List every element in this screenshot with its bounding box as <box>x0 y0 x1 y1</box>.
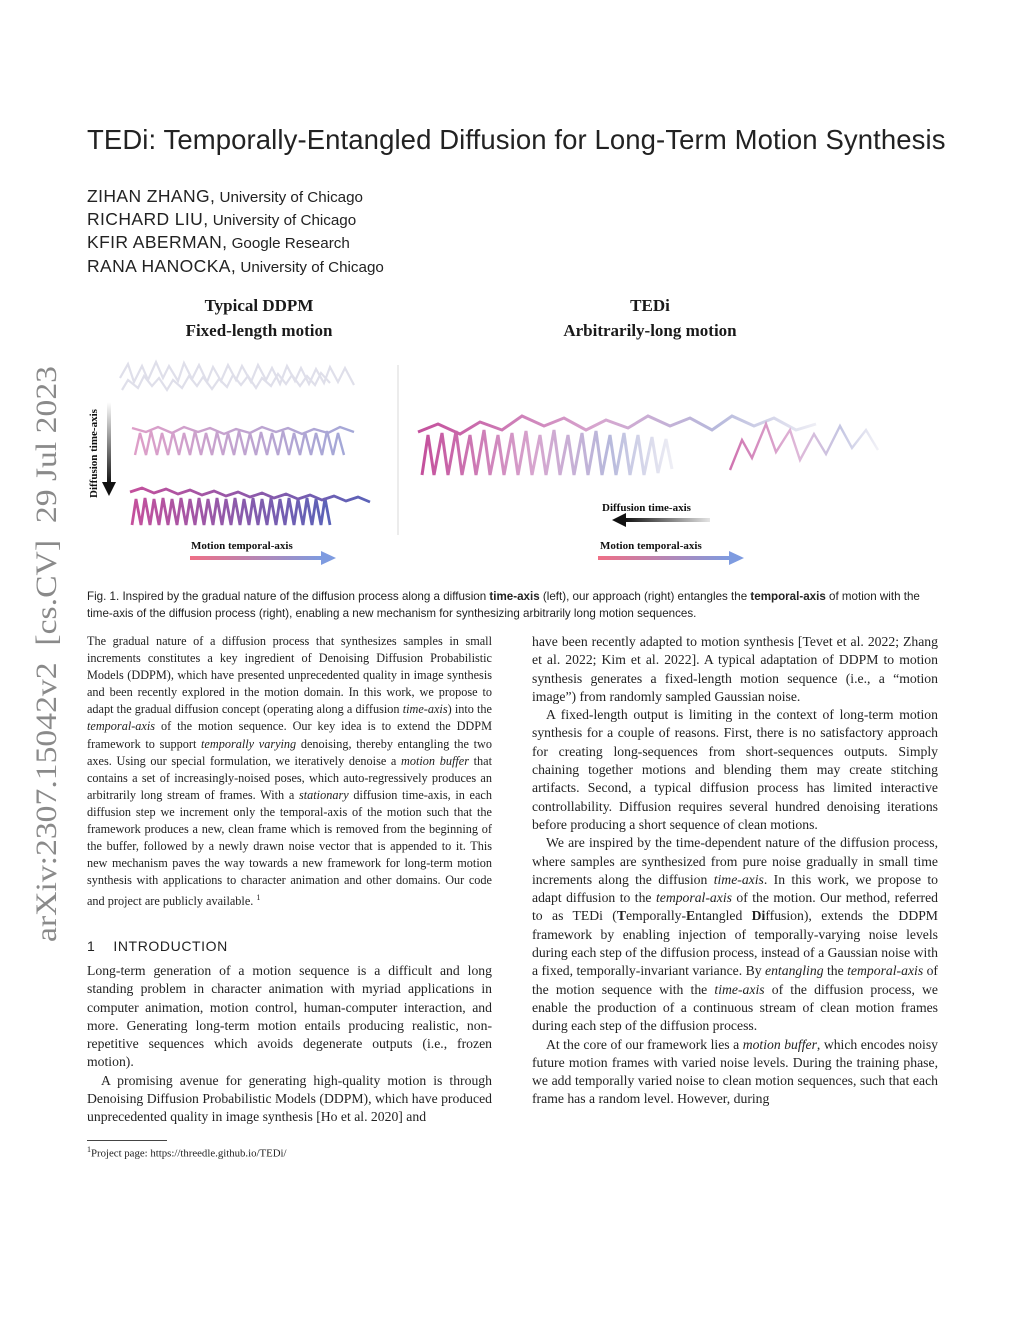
caption-text: (left), our approach (right) entangles the <box>539 590 751 603</box>
body-italic: time-axis <box>713 871 764 887</box>
author-affiliation: University of Chicago <box>208 212 357 229</box>
right-paragraph-1: A fixed-length output is limiting in the context of long-term motion synthesis for a couple of reasons. First, there is no satisfactory approach for creating long-sequences from short-sequences outputs. Simply chaining together motions and blending them may create stitching artifacts. Second, a typical diffusion process has limited interactive controllability. Diffusion requires several hundred denoising iterations before producing a short sequence of clean motions. <box>532 707 938 832</box>
author-name: KFIR ABERMAN, <box>87 232 228 252</box>
author-line <box>87 232 567 253</box>
right-paragraph-0: have been recently adapted to motion synthesis [Tevet et al. 2022; Zhang et al. 2022; Kim et al. 2022]. A typical adaptation of DDPM to motion synthesis generates a fixed-length motion sequence (i.e., a “motion image”) from randomly sampled Gaussian noise. <box>532 634 938 704</box>
abstract-italic: temporal-axis <box>87 719 156 734</box>
caption-emphasis-time-axis: time-axis <box>489 590 540 603</box>
intro-paragraph-2: A promising avenue for generating high-quality motion is through Denoising Diffusion Probabilistic Models (DDPM), which have produced unprecedented quality in image synthesis [Ho et al. 2020] and <box>87 1072 492 1125</box>
diffusion-axis-arrow-head <box>102 482 116 496</box>
body-text: ntangled <box>695 908 752 924</box>
right-paragraph-3 <box>532 1036 938 1109</box>
section-heading-introduction: 1 INTRODUCTION <box>87 938 228 954</box>
intro-paragraph-1: Long-term generation of a motion sequence is a difficult and long standing problem in character animation with myriad applications in computer animation, motion control, human-computer interaction, and more. Generating long-term motion entails producing realistic, non-repetitive sequences which avoids degenerate outputs (i.e., frozen motion). <box>87 963 492 1070</box>
footnote <box>87 1145 287 1160</box>
footnote-mark: 1 <box>87 1145 91 1154</box>
body-italic: entangling <box>765 963 824 979</box>
footnote-rule <box>87 1140 167 1141</box>
body-italic: motion buffer <box>742 1036 817 1052</box>
footnote-marker: 1 <box>256 893 261 903</box>
diffusion-axis-horizontal-arrow-head <box>612 513 626 527</box>
abstract-text: of the motion sequence. Our key idea is to extend the DDPM framework to support <box>87 719 492 751</box>
motion-axis-right-arrow-shaft <box>598 556 730 560</box>
body-text: . In this work, we propose to adapt diffusion to the <box>532 871 938 906</box>
figure-left-title-2: Fixed-length motion <box>185 321 333 340</box>
abstract-italic: time-axis <box>402 702 448 717</box>
motion-axis-left-arrow-shaft <box>190 556 322 560</box>
diffusion-axis-horizontal-label: Diffusion time-axis <box>602 502 691 514</box>
body-text: of the diffusion process, we enable the production of a continuous stream of clean motion frames during each step of the diffusion process. <box>532 981 938 1034</box>
caption-text: Fig. 1. Inspired by the gradual nature of the diffusion process along a diffusion <box>87 590 490 603</box>
ddpm-motion-row-3 <box>130 488 370 525</box>
body-italic: temporal-axis <box>847 963 924 979</box>
intro-left-column <box>87 962 492 1127</box>
body-italic: time-axis <box>714 981 765 997</box>
ddpm-motion-row-1 <box>120 362 354 390</box>
author-name: RANA HANOCKA, <box>87 256 237 276</box>
author-affiliation: Google Research <box>227 235 350 252</box>
body-text: of the motion. Our method, referred to as TEDi ( <box>532 890 938 924</box>
body-text: , which encodes noisy future motion frames with varied noise levels. During the training phase, we add temporally varied noise to clean motion sequences, such that each frame has a random level. However, during <box>532 1036 938 1107</box>
author-affiliation: University of Chicago <box>236 259 384 276</box>
arxiv-stamp <box>16 364 70 944</box>
body-bold: T <box>616 908 626 924</box>
body-text: We are inspired by the time-dependent nature of the diffusion process, where samples are synthesized from pure noise gradually in small time increments along the diffusion <box>532 835 938 887</box>
figure-right-title-1: TEDi <box>630 296 670 315</box>
paper-title: TEDi: Temporally-Entangled Diffusion for Long-Term Motion Synthesis <box>87 124 946 155</box>
abstract-text: denoising, thereby entangling the two axes. Using our special formulation, we iteratively denoise a <box>87 736 492 768</box>
arxiv-stamp-svg <box>16 364 70 944</box>
abstract-italic: motion buffer <box>401 753 469 768</box>
diffusion-axis-horizontal-arrow-shaft <box>625 518 710 522</box>
caption-emphasis-temporal-axis: temporal-axis <box>750 590 826 603</box>
abstract-text: diffusion time-axis, in each diffusion step we increment only the temporal-axis of the motion such that the framework produces a new, clean frame which is removed from the beginning of the buffer, followed by a newly drawn noise vector that is appended to it. This new mechanism paves the way towards a new framework for long-term motion synthesis with applications to character animation and other domains. Our code and project are publicly available. <box>87 787 492 909</box>
ddpm-motion-row-2 <box>132 427 354 455</box>
body-text: the <box>823 963 848 979</box>
body-bold: E <box>686 908 696 924</box>
author-affiliation: University of Chicago <box>215 189 363 206</box>
abstract-text: ) into the <box>447 702 492 717</box>
figure-left-title-1: Typical DDPM <box>204 296 314 315</box>
body-bold: Di <box>751 908 766 924</box>
author-name: RICHARD LIU, <box>87 209 209 229</box>
arxiv-stamp-text: arXiv:2307.15042v2 [cs.CV] 29 Jul 2023 <box>31 437 63 942</box>
author-name: ZIHAN ZHANG, <box>87 186 216 206</box>
abstract-text: that contains a set of increasingly-noised poses, which auto-regressively produces an arbitrarily long stream of frames. With a <box>87 753 492 802</box>
motion-axis-right-label: Motion temporal-axis <box>600 540 702 552</box>
author-line <box>87 209 567 230</box>
tedi-motion-stream <box>418 416 878 475</box>
body-text: emporally- <box>625 908 687 924</box>
motion-axis-left-label: Motion temporal-axis <box>191 540 293 552</box>
abstract-text: The gradual nature of a diffusion process that synthesizes samples in small increments constitutes a key ingredient of Denoising Diffusion Probabilistic Models (DDPM), which have presented unprecedented quality in image synthesis and been recently explored in the motion domain. In this work, we propose to adapt the gradual diffusion concept (operating along a diffusion <box>87 634 492 717</box>
author-line <box>87 186 567 207</box>
body-italic: temporal-axis <box>655 890 732 906</box>
motion-axis-right-arrow-head <box>729 551 744 565</box>
diffusion-axis-vertical-label: Diffusion time-axis <box>88 409 100 498</box>
body-text: ffusion), extends the DDPM framework by enabling injection of temporally-varying noise levels during each step of the diffusion process, instead of a Gaussian noise with a fixed, temporally-invariant variance. By <box>532 908 938 979</box>
figure-right-title-2: Arbitrarily-long motion <box>563 321 737 340</box>
figure-graphic <box>80 290 950 580</box>
abstract <box>87 633 492 911</box>
right-column <box>532 633 938 1109</box>
body-text: of the motion sequence with the <box>532 963 938 997</box>
diffusion-axis-arrow-shaft <box>107 402 111 484</box>
author-line <box>87 256 567 277</box>
abstract-italic: stationary <box>298 787 349 802</box>
abstract-italic: temporally varying <box>201 736 297 751</box>
body-text: At the core of our framework lies a <box>546 1036 743 1052</box>
motion-axis-left-arrow-head <box>321 551 336 565</box>
figure-1 <box>80 290 950 580</box>
footnote-text: Project page: https://threedle.github.io/TEDi/ <box>91 1147 287 1160</box>
caption-text: of motion with the time-axis of the diffusion process (right), enabling a new mechanism for synthesizing arbitrarily long motion sequences. <box>87 590 920 620</box>
right-paragraph-2 <box>532 834 938 1035</box>
figure-caption <box>87 588 942 622</box>
